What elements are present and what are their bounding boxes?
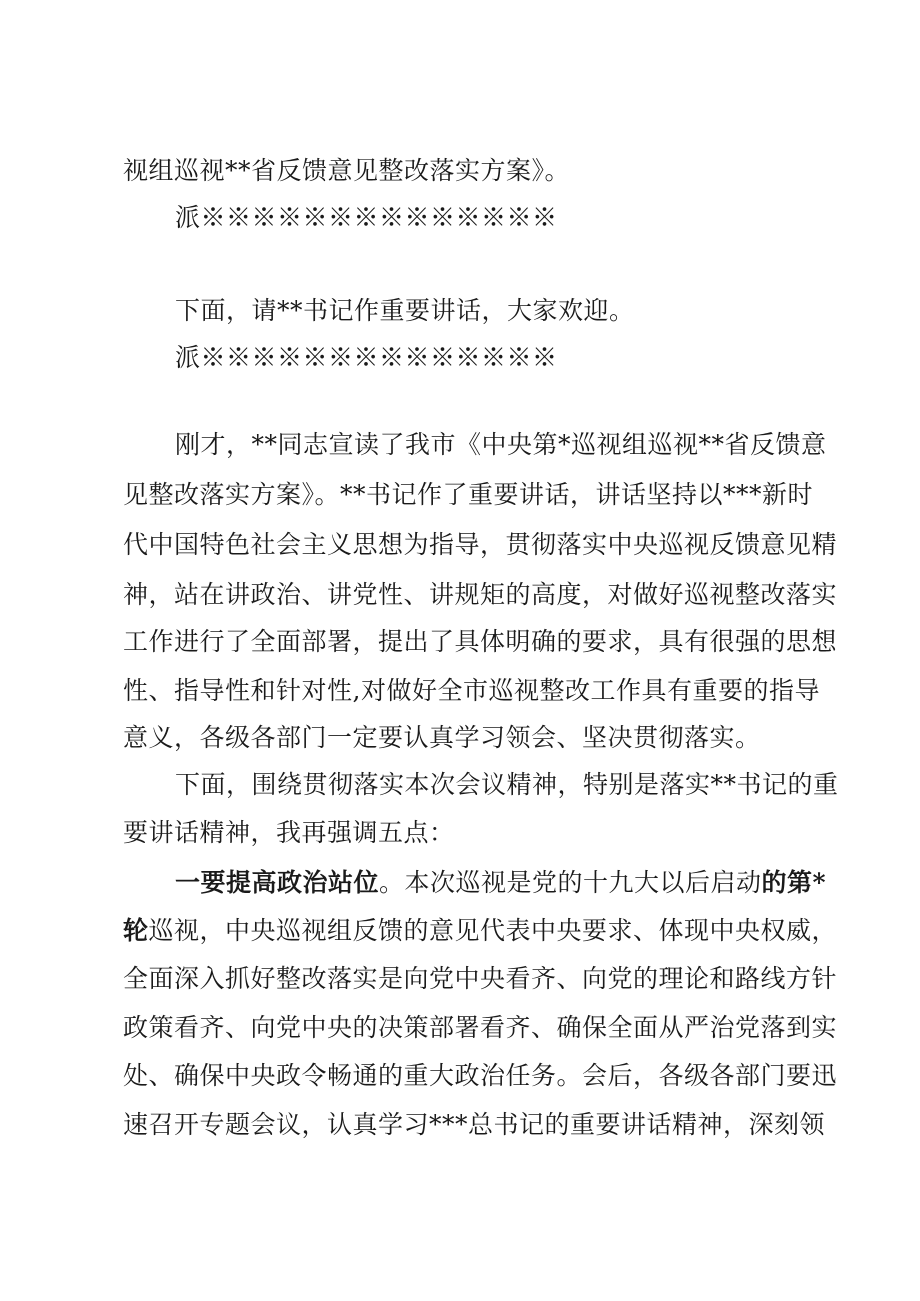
paragraph-line: 政策看齐、向党中央的决策部署看齐、确保全面从严治党落到实 xyxy=(123,1013,838,1042)
paragraph-line: 性、指导性和针对性,对做好全市巡视整改工作具有重要的指导 xyxy=(123,676,820,705)
inline-bold-text: 轮 xyxy=(123,916,149,945)
heading-line xyxy=(175,868,826,898)
paragraph-line: 刚才，**同志宣读了我市《中央第*巡视组巡视**省反馈意 xyxy=(175,430,827,459)
paragraph-line: 全面深入抓好整改落实是向党中央看齐、向党的理论和路线方针 xyxy=(123,964,838,993)
inline-text: 巡视，中央巡视组反馈的意见代表中央要求、体现中央权威， xyxy=(148,916,838,945)
paragraph-line: 代中国特色社会主义思想为指导，贯彻落实中央巡视反馈意见精 xyxy=(123,530,838,559)
paragraph-line: 处、确保中央政令畅通的重大政治任务。会后，各级各部门要迅 xyxy=(123,1061,838,1090)
section-heading: 一要提高政治站位 xyxy=(175,868,380,897)
text-line: 视组巡视**省反馈意见整改落实方案》。 xyxy=(123,156,571,185)
paragraph-line: 意义，各级各部门一定要认真学习领会、坚决贯彻落实。 xyxy=(123,723,761,752)
paragraph-line: 工作进行了全面部署，提出了具体明确的要求，具有很强的思想 xyxy=(123,627,838,656)
paragraph-line: 下面，围绕贯彻落实本次会议精神，特别是落实**书记的重 xyxy=(175,770,839,799)
text-line: 派※※※※※※※※※※※※※※ xyxy=(175,343,558,372)
inline-bold-text: 的第* xyxy=(761,868,827,897)
paragraph-line: 要讲话精神，我再强调五点： xyxy=(123,818,455,847)
paragraph-line: 速召开专题会议，认真学习***总书记的重要讲话精神，深刻领 xyxy=(123,1110,826,1139)
text-line: 下面，请**书记作重要讲话，大家欢迎。 xyxy=(175,296,635,325)
paragraph-line xyxy=(123,916,837,946)
text-line: 派※※※※※※※※※※※※※※ xyxy=(175,203,558,232)
paragraph-line: 神，站在讲政治、讲党性、讲规矩的高度，对做好巡视整改落实 xyxy=(123,580,838,609)
inline-text: 。本次巡视是党的十九大以后启动 xyxy=(379,868,762,897)
paragraph-line: 见整改落实方案》。**书记作了重要讲话，讲话坚持以***新时 xyxy=(123,480,814,509)
